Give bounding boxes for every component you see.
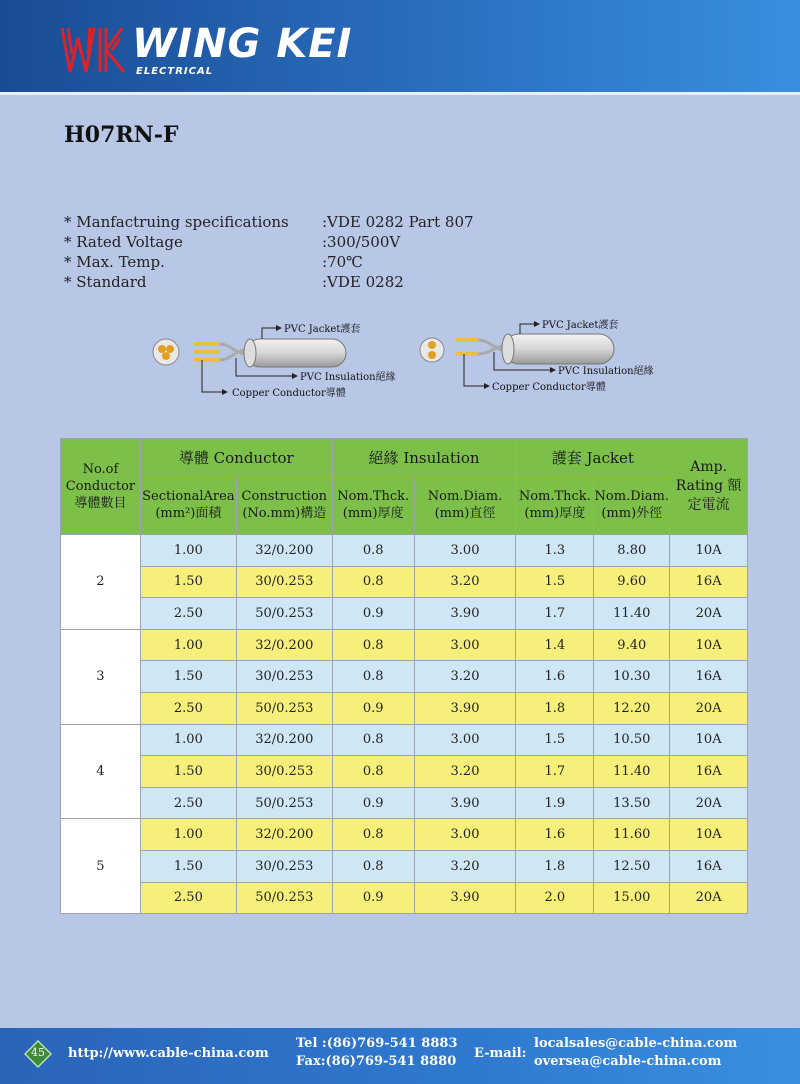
header-jacket-thickness: Nom.Thck. (mm)厚度 — [516, 476, 594, 535]
table-cell: 0.9 — [332, 882, 414, 914]
spec-label: * Rated Voltage — [64, 233, 183, 251]
table-cell: 1.50 — [140, 566, 236, 598]
spec-row — [64, 272, 474, 292]
table-cell: 1.5 — [516, 566, 594, 598]
table-cell: 2.50 — [140, 882, 236, 914]
table-cell: 30/0.253 — [236, 566, 332, 598]
table-cell: 0.8 — [332, 535, 414, 567]
table-cell: 50/0.253 — [236, 787, 332, 819]
table-cell: 3.20 — [414, 850, 516, 882]
table-cell: 1.00 — [140, 535, 236, 567]
table-cell: 0.9 — [332, 787, 414, 819]
telephone: Tel :(86)769-541 8883 — [296, 1036, 458, 1051]
table-cell: 0.8 — [332, 566, 414, 598]
spec-value: :70℃ — [322, 253, 363, 271]
table-cell: 3.20 — [414, 756, 516, 788]
table-cell: 30/0.253 — [236, 661, 332, 693]
table-cell: 1.7 — [516, 756, 594, 788]
table-cell: 1.00 — [140, 629, 236, 661]
header-insulation-thickness: Nom.Thck. (mm)厚度 — [332, 476, 414, 535]
page-header — [0, 0, 800, 92]
table-cell: 11.60 — [594, 819, 670, 851]
table-row — [61, 787, 748, 819]
conductor-count-cell: 2 — [61, 535, 141, 630]
table-row — [61, 598, 748, 630]
email-label: E-mail: — [474, 1046, 527, 1061]
table-cell: 3.20 — [414, 661, 516, 693]
table-cell: 8.80 — [594, 535, 670, 567]
table-cell: 10.30 — [594, 661, 670, 693]
table-cell: 11.40 — [594, 756, 670, 788]
table-cell: 16A — [670, 756, 748, 788]
table-cell: 1.00 — [140, 724, 236, 756]
header-sectional-area: SectionalArea (mm²)面積 — [140, 476, 236, 535]
table-cell: 32/0.200 — [236, 629, 332, 661]
page-number: 45 — [31, 1046, 45, 1059]
table-cell: 10A — [670, 629, 748, 661]
table-cell: 10A — [670, 819, 748, 851]
cable-diagrams — [150, 318, 670, 408]
table-cell: 30/0.253 — [236, 850, 332, 882]
header-conductor: 導體 Conductor — [140, 439, 332, 476]
conductor-label-right: Copper Conductor導體 — [492, 382, 606, 393]
spec-label: * Max. Temp. — [64, 253, 165, 271]
table-cell: 1.7 — [516, 598, 594, 630]
insulation-label-left: PVC Insulation絕緣 — [300, 372, 396, 383]
table-row — [61, 819, 748, 851]
table-cell: 0.9 — [332, 692, 414, 724]
conductor-count-cell: 4 — [61, 724, 141, 819]
table-cell: 10.50 — [594, 724, 670, 756]
table-cell: 1.5 — [516, 724, 594, 756]
table-cell: 9.60 — [594, 566, 670, 598]
spec-value: :VDE 0282 Part 807 — [322, 213, 474, 231]
table-cell: 3.00 — [414, 535, 516, 567]
wk-logo-icon — [60, 24, 126, 76]
table-row — [61, 724, 748, 756]
conductor-count-cell: 3 — [61, 629, 141, 724]
table-cell: 30/0.253 — [236, 756, 332, 788]
table-cell: 3.90 — [414, 787, 516, 819]
table-cell: 50/0.253 — [236, 692, 332, 724]
table-cell: 1.8 — [516, 692, 594, 724]
table-cell: 32/0.200 — [236, 535, 332, 567]
table-cell: 12.20 — [594, 692, 670, 724]
jacket-label-right: PVC Jacket護套 — [542, 320, 619, 331]
table-cell: 2.50 — [140, 692, 236, 724]
table-cell: 1.9 — [516, 787, 594, 819]
table-row — [61, 661, 748, 693]
insulation-label-right: PVC Insulation絕緣 — [558, 366, 654, 377]
table-cell: 1.6 — [516, 819, 594, 851]
header-jacket: 護套 Jacket — [516, 439, 670, 476]
table-cell: 10A — [670, 724, 748, 756]
spec-row — [64, 232, 474, 252]
cable-diagram-3core — [153, 325, 346, 395]
brand-subtitle: ELECTRICAL — [136, 66, 214, 77]
table-cell: 16A — [670, 566, 748, 598]
table-cell: 3.20 — [414, 566, 516, 598]
header-jacket-diameter: Nom.Diam. (mm)外徑 — [594, 476, 670, 535]
website-link[interactable]: http://www.cable-china.com — [68, 1046, 269, 1061]
table-cell: 3.00 — [414, 629, 516, 661]
table-cell: 12.50 — [594, 850, 670, 882]
spec-label: * Manfactruing specifications — [64, 213, 289, 231]
table-cell: 2.50 — [140, 787, 236, 819]
table-cell: 32/0.200 — [236, 724, 332, 756]
header-divider — [0, 92, 800, 95]
table-cell: 20A — [670, 692, 748, 724]
table-cell: 0.8 — [332, 850, 414, 882]
table-cell: 0.8 — [332, 756, 414, 788]
cable-diagram-2core — [420, 321, 614, 389]
table-cell: 13.50 — [594, 787, 670, 819]
table-row — [61, 535, 748, 567]
email-overseas-link[interactable]: oversea@cable-china.com — [534, 1054, 722, 1069]
table-cell: 20A — [670, 882, 748, 914]
header-no-of-conductor: No.of Conductor 導體數目 — [61, 439, 141, 535]
table-row — [61, 882, 748, 914]
table-row — [61, 566, 748, 598]
fax: Fax:(86)769-541 8880 — [296, 1054, 457, 1069]
jacket-label-left: PVC Jacket護套 — [284, 324, 361, 335]
spec-label: * Standard — [64, 273, 147, 291]
table-cell: 1.6 — [516, 661, 594, 693]
table-cell: 0.8 — [332, 629, 414, 661]
table-cell: 1.4 — [516, 629, 594, 661]
table-cell: 2.50 — [140, 598, 236, 630]
table-cell: 16A — [670, 850, 748, 882]
table-cell: 1.3 — [516, 535, 594, 567]
table-cell: 20A — [670, 787, 748, 819]
table-cell: 9.40 — [594, 629, 670, 661]
table-cell: 0.8 — [332, 819, 414, 851]
table-cell: 1.50 — [140, 756, 236, 788]
table-cell: 15.00 — [594, 882, 670, 914]
brand-name: WING KEI — [132, 21, 353, 67]
header-insulation-diameter: Nom.Diam. (mm)直徑 — [414, 476, 516, 535]
table-cell: 1.50 — [140, 661, 236, 693]
table-cell: 32/0.200 — [236, 819, 332, 851]
header-construction: Construction (No.mm)構造 — [236, 476, 332, 535]
table-cell: 20A — [670, 598, 748, 630]
table-row — [61, 756, 748, 788]
table-cell: 11.40 — [594, 598, 670, 630]
table-row — [61, 850, 748, 882]
page-footer — [0, 1028, 800, 1084]
header-insulation: 絕緣 Insulation — [332, 439, 516, 476]
specification-table — [60, 438, 748, 914]
page-title: H07RN-F — [64, 122, 179, 148]
table-cell: 3.00 — [414, 819, 516, 851]
table-cell: 3.90 — [414, 692, 516, 724]
table-cell: 0.9 — [332, 598, 414, 630]
spec-list — [64, 212, 474, 292]
spec-value: :VDE 0282 — [322, 273, 404, 291]
table-cell: 16A — [670, 661, 748, 693]
table-cell: 10A — [670, 535, 748, 567]
table-cell: 1.00 — [140, 819, 236, 851]
table-cell: 2.0 — [516, 882, 594, 914]
header-amp-rating: Amp. Rating 額定電流 — [670, 439, 748, 535]
table-cell: 0.8 — [332, 724, 414, 756]
email-local-link[interactable]: localsales@cable-china.com — [534, 1036, 738, 1051]
table-cell: 1.8 — [516, 850, 594, 882]
table-cell: 50/0.253 — [236, 598, 332, 630]
table-cell: 1.50 — [140, 850, 236, 882]
conductor-label-left: Copper Conductor導體 — [232, 388, 346, 399]
table-row — [61, 692, 748, 724]
table-cell: 3.90 — [414, 598, 516, 630]
spec-value: :300/500V — [322, 233, 401, 251]
table-cell: 3.90 — [414, 882, 516, 914]
table-cell: 0.8 — [332, 661, 414, 693]
spec-row — [64, 212, 474, 232]
table-cell: 50/0.253 — [236, 882, 332, 914]
table-row — [61, 629, 748, 661]
spec-row — [64, 252, 474, 272]
table-cell: 3.00 — [414, 724, 516, 756]
conductor-count-cell: 5 — [61, 819, 141, 914]
